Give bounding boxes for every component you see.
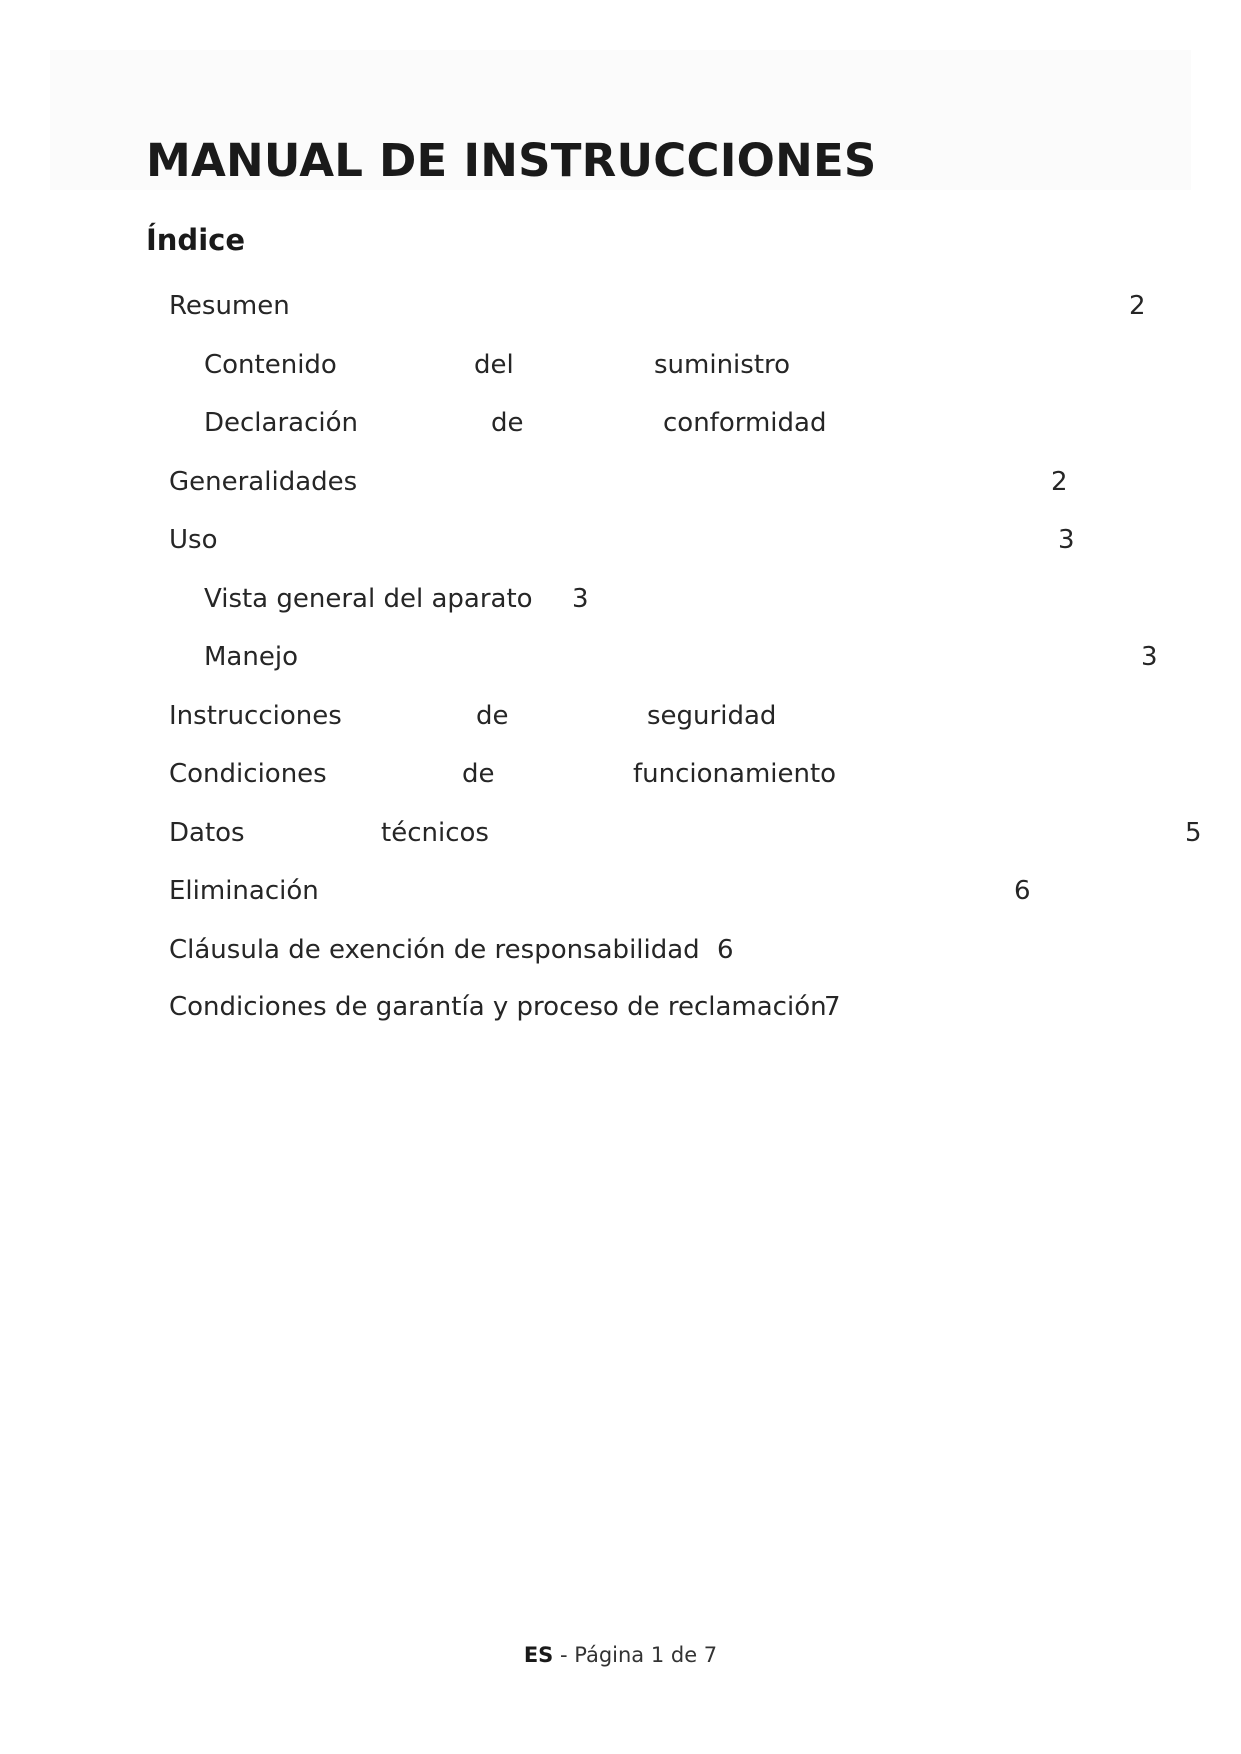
toc-entry-condiciones-funcionamiento[interactable]: Condiciones [169, 759, 327, 789]
toc-entry-eliminacion[interactable]: Eliminación [169, 876, 319, 906]
toc-page-uso: 3 [1058, 525, 1075, 555]
toc-entry-condiciones-word: funcionamiento [633, 759, 837, 789]
toc-page-generalidades: 2 [1051, 467, 1068, 497]
toc-entry-clausula[interactable]: Cláusula de exención de responsabilidad [169, 935, 700, 965]
footer-page-number: - Página 1 de 7 [553, 1643, 718, 1667]
document-title: MANUAL DE INSTRUCCIONES [146, 134, 877, 187]
toc-entry-instrucciones-word: seguridad [647, 701, 777, 731]
footer-language: ES [523, 1643, 554, 1667]
toc-entry-instrucciones[interactable]: Instrucciones [169, 701, 342, 731]
toc-entry-resumen[interactable]: Resumen [169, 291, 290, 321]
toc-entry-condiciones-word: de [462, 759, 495, 789]
toc-entry-garantia[interactable]: Condiciones de garantía y proceso de reclamación [169, 992, 827, 1022]
toc-entry-contenido[interactable]: Contenido [204, 350, 337, 380]
toc-entry-declaracion-word: de [491, 408, 524, 438]
toc-page-manejo: 3 [1141, 642, 1158, 672]
toc-entry-datos-word: técnicos [381, 818, 489, 848]
page-footer [0, 1640, 1241, 1670]
toc-entry-contenido-word: del [474, 350, 514, 380]
toc-entry-datos[interactable]: Datos [169, 818, 245, 848]
toc-entry-instrucciones-word: de [476, 701, 509, 731]
toc-entry-declaracion-word: conformidad [663, 408, 827, 438]
index-heading: Índice [146, 223, 245, 257]
toc-entry-manejo[interactable]: Manejo [204, 642, 298, 672]
toc-entry-declaracion[interactable]: Declaración [204, 408, 358, 438]
toc-page-garantia: 7 [824, 992, 841, 1022]
toc-page-datos: 5 [1185, 818, 1202, 848]
toc-entry-vista-general[interactable]: Vista general del aparato [204, 584, 533, 614]
toc-page-vista-general: 3 [572, 584, 589, 614]
toc-entry-generalidades[interactable]: Generalidades [169, 467, 358, 497]
toc-entry-uso[interactable]: Uso [169, 525, 218, 555]
toc-entry-contenido-word: suministro [654, 350, 791, 380]
toc-page-resumen: 2 [1129, 291, 1146, 321]
toc-page-clausula: 6 [717, 935, 734, 965]
toc-page-eliminacion: 6 [1014, 876, 1031, 906]
